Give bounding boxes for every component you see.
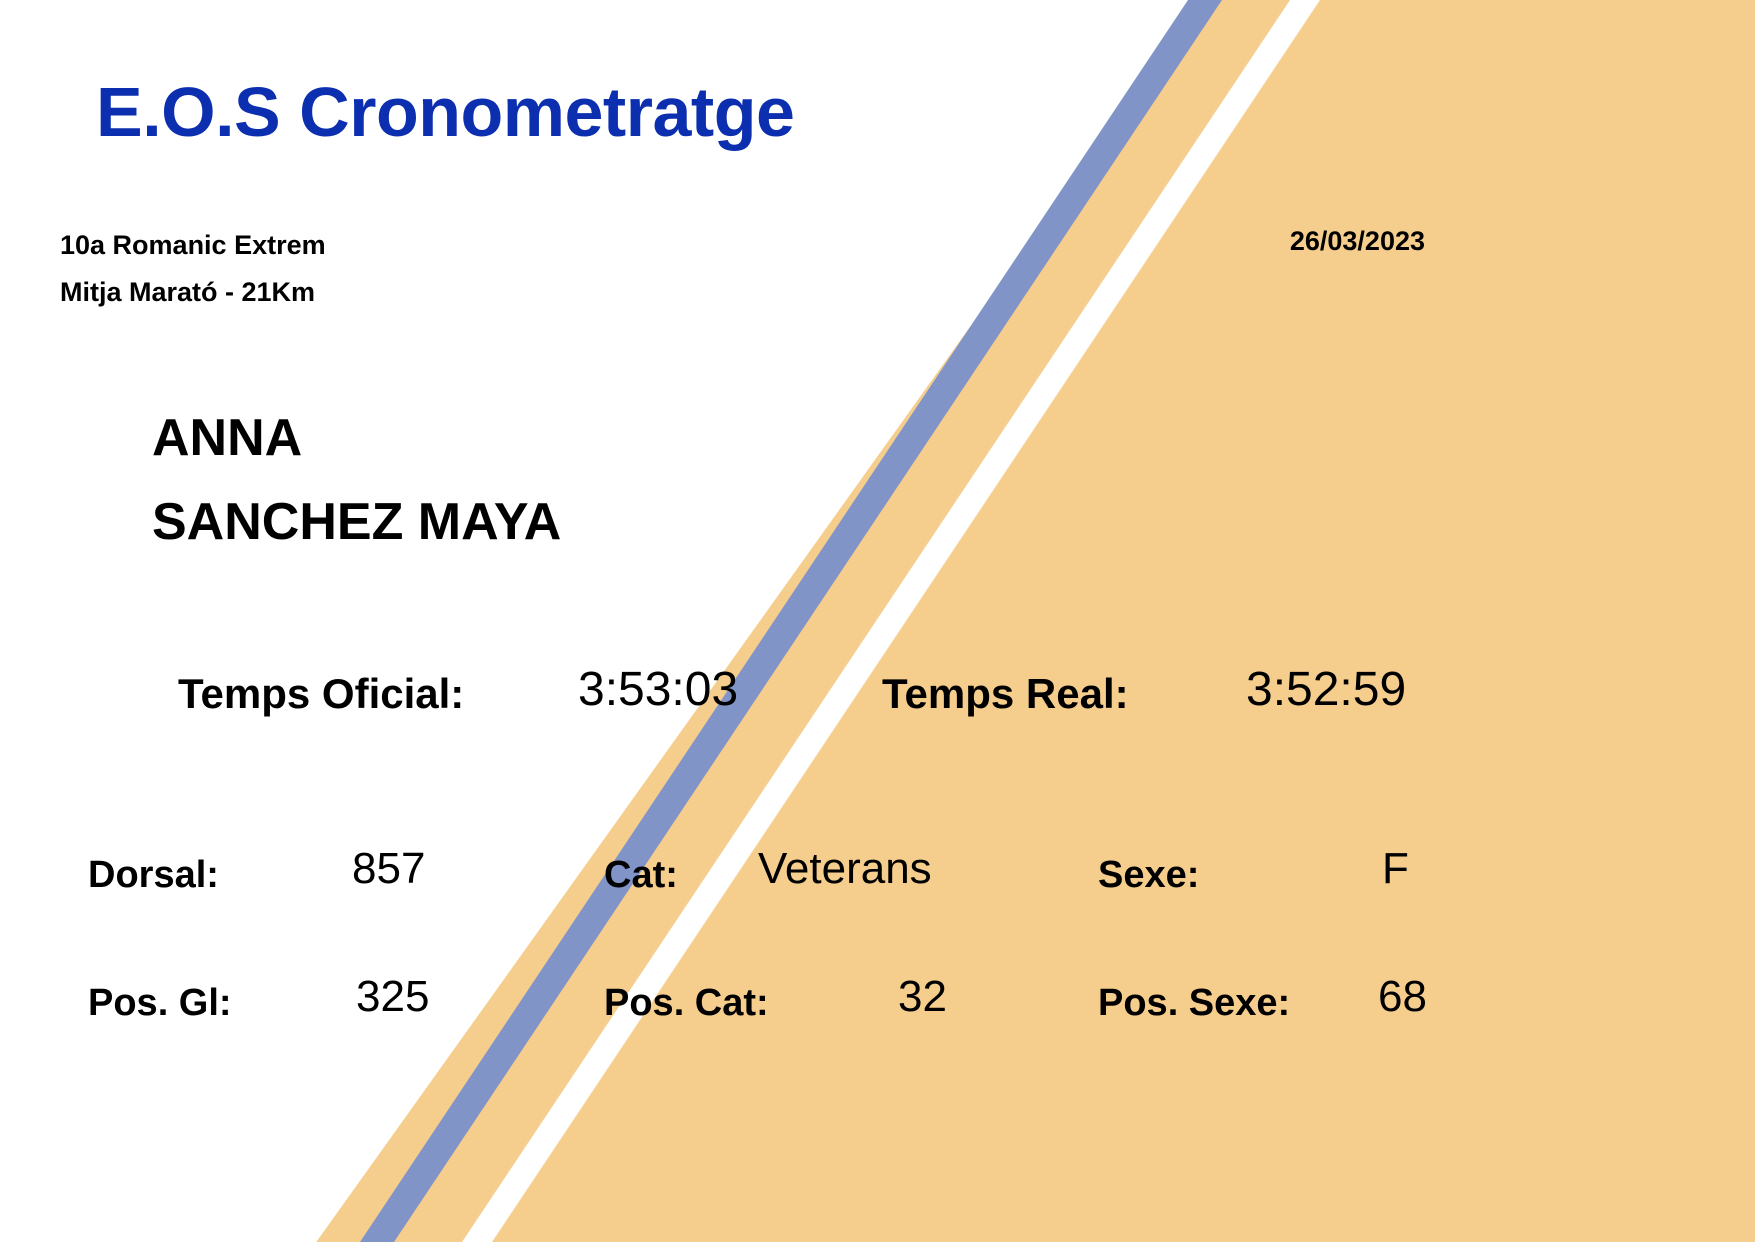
sex-position-label: Pos. Sexe:	[1098, 982, 1291, 1024]
runner-last-name: SANCHEZ MAYA	[152, 493, 562, 552]
overall-position-value: 325	[356, 972, 430, 1021]
event-info	[60, 222, 326, 317]
official-time-label: Temps Oficial:	[178, 670, 465, 717]
runner-first-name: ANNA	[152, 409, 303, 467]
sex-position-value: 68	[1378, 972, 1427, 1021]
sex-label: Sexe:	[1098, 854, 1200, 896]
event-distance: Mitja Marató - 21Km	[60, 277, 316, 308]
details-row-primary	[0, 840, 1755, 910]
dorsal-label: Dorsal:	[88, 854, 219, 896]
dorsal-value: 857	[352, 844, 426, 893]
category-position-label: Pos. Cat:	[604, 982, 769, 1024]
real-time-value: 3:52:59	[1246, 663, 1407, 716]
details-row-positions	[0, 968, 1755, 1038]
official-time-value: 3:53:03	[578, 663, 739, 716]
category-value: Veterans	[758, 844, 932, 893]
runner-name	[152, 396, 561, 564]
real-time-label: Temps Real:	[882, 670, 1129, 717]
sex-value: F	[1382, 844, 1409, 893]
category-label: Cat:	[604, 854, 678, 896]
event-date: 26/03/2023	[1289, 226, 1425, 256]
overall-position-label: Pos. Gl:	[88, 982, 232, 1024]
event-name: 10a Romanic Extrem	[60, 230, 326, 260]
times-row	[0, 662, 1755, 732]
brand-title: E.O.S Cronometratge	[96, 73, 795, 151]
category-position-value: 32	[898, 972, 947, 1021]
